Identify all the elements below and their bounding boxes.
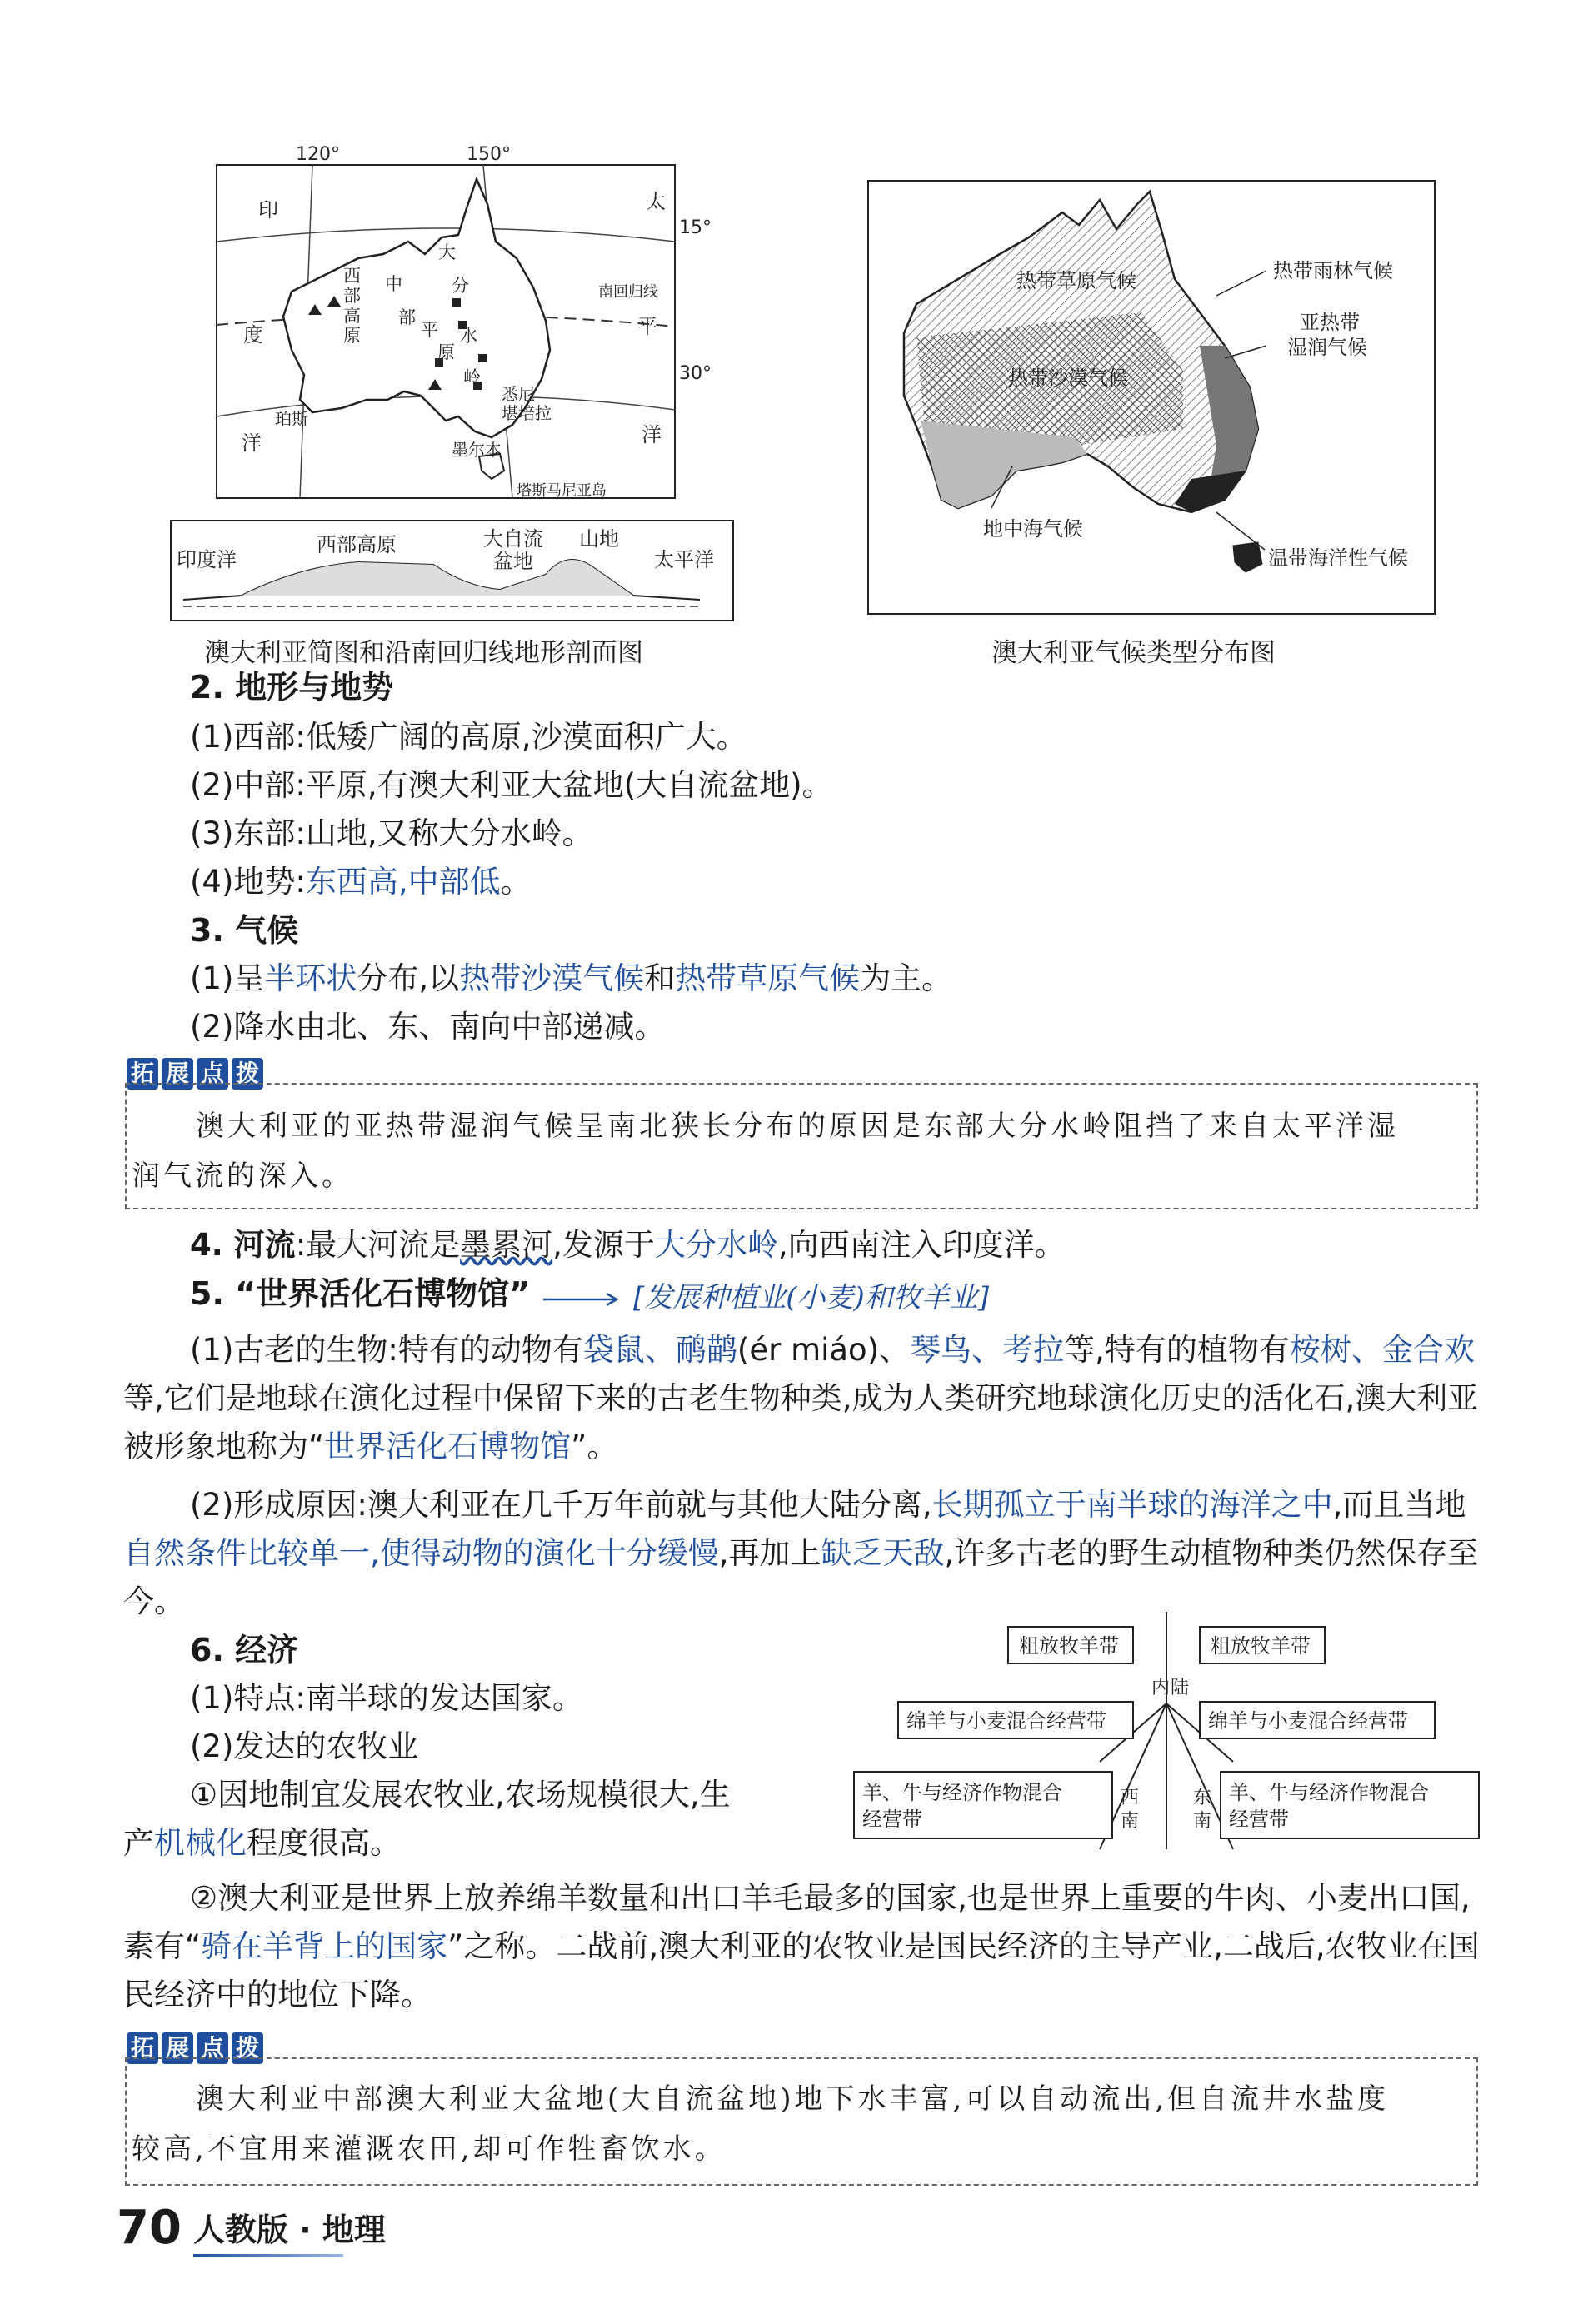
- svg-text:原: 原: [343, 326, 361, 346]
- edition-label: 人教版 · 地理: [193, 2212, 386, 2248]
- svg-text:南: 南: [1193, 1811, 1212, 1832]
- agri-right-1: 粗放牧羊带: [1211, 1634, 1311, 1658]
- profile-label-indian: 印度洋: [177, 548, 237, 571]
- svg-text:内: 内: [1151, 1678, 1171, 1698]
- section6-paragraph-2: ②澳大利亚是世界上放养绵羊数量和出口羊毛最多的国家,也是世界上重要的牛肉、小麦出口国,素有“骑在羊背上的国家”之称。二战前,澳大利亚的农牧业是国民经济的主导产业,二战后,农牧业在国民经济中的地位下降。: [123, 1880, 1480, 2012]
- agri-belts-svg: [850, 1612, 1483, 1853]
- svg-text:墨尔本: 墨尔本: [452, 440, 502, 460]
- svg-text:珀斯: 珀斯: [275, 409, 308, 429]
- section6-item-3-line2: 产机械化程度很高。: [123, 1825, 401, 1861]
- caption-left-figure: 澳大利亚简图和沿南回归线地形剖面图: [204, 638, 643, 668]
- tip1-line-2: 润气流的深入。: [132, 1160, 353, 1193]
- lon-label-150: 150°: [467, 144, 511, 165]
- page-number: 70: [117, 2201, 182, 2255]
- svg-text:悉尼: 悉尼: [502, 384, 535, 404]
- svg-text:部: 部: [343, 286, 361, 306]
- profile-label-basin2: 盆地: [493, 550, 533, 573]
- tip-badge-1: 拓 展 点 拨: [127, 1058, 263, 1090]
- profile-label-west: 西部高原: [317, 533, 397, 556]
- section3-item-1: (1)呈半环状分布,以热带沙漠气候和热带草原气候为主。: [190, 960, 953, 996]
- climate-label-savanna: 热带草原气候: [1016, 269, 1136, 292]
- agri-left-3b: 经营带: [862, 1808, 922, 1831]
- svg-text:塔斯马尼亚岛: 塔斯马尼亚岛: [517, 482, 607, 500]
- svg-text:大: 大: [438, 242, 456, 262]
- arrow-icon: [542, 1291, 625, 1308]
- svg-text:东: 东: [1193, 1788, 1212, 1808]
- figure-climate-map: [866, 179, 1441, 621]
- svg-text:度: 度: [243, 323, 263, 347]
- lon-label-120: 120°: [296, 144, 340, 165]
- figure-terrain-profile: [167, 516, 742, 625]
- section5-paragraph-2: (2)形成原因:澳大利亚在几千万年前就与其他大陆分离,长期孤立于南半球的海洋之中,而且当地自然条件比较单一,使得动物的演化十分缓慢,再加上缺乏天敌,许多古老的野生动植物种类仍然保存至今。: [123, 1487, 1479, 1619]
- svg-text:平: 平: [637, 315, 657, 338]
- section6-title: 6. 经济: [190, 1632, 299, 1668]
- svg-text:南: 南: [1121, 1811, 1140, 1832]
- figure-australia-map: [167, 142, 712, 508]
- agri-right-3a: 羊、牛与经济作物混合: [1229, 1781, 1429, 1804]
- svg-text:堪培拉: 堪培拉: [502, 403, 552, 423]
- agri-left-1: 粗放牧羊带: [1019, 1634, 1119, 1658]
- agri-right-2: 绵羊与小麦混合经营带: [1208, 1709, 1408, 1733]
- climate-label-subtropical1: 亚热带: [1300, 311, 1360, 334]
- figure-agri-belts: [850, 1612, 1483, 1853]
- profile-label-mountain: 山地: [579, 527, 619, 551]
- svg-text:南回归线: 南回归线: [598, 283, 658, 301]
- section2-title: 2. 地形与地势: [190, 669, 394, 706]
- climate-label-oceanic: 温带海洋性气候: [1268, 546, 1408, 570]
- svg-text:平: 平: [421, 320, 438, 340]
- svg-text:水: 水: [460, 326, 477, 346]
- climate-label-rainforest: 热带雨林气候: [1273, 259, 1393, 282]
- section2-item-1: (1)西部:低矮广阔的高原,沙漠面积广大。: [190, 719, 747, 755]
- section4-line: 4. 河流:最大河流是墨累河,发源于大分水岭,向西南注入印度洋。: [190, 1227, 1066, 1263]
- svg-text:西: 西: [1121, 1788, 1140, 1808]
- svg-text:分: 分: [452, 276, 469, 296]
- profile-label-basin1: 大自流: [483, 527, 543, 551]
- section2-item-2: (2)中部:平原,有澳大利亚大盆地(大自流盆地)。: [190, 767, 833, 803]
- section5-title: 5. “世界活化石博物馆”: [190, 1275, 531, 1312]
- climate-label-subtropical2: 湿润气候: [1287, 336, 1367, 359]
- svg-text:洋: 洋: [242, 431, 262, 455]
- section6-item-2: (2)发达的农牧业: [190, 1728, 419, 1764]
- tip1-line-1: 澳大利亚的亚热带湿润气候呈南北狭长分布的原因是东部大分水岭阻挡了来自太平洋湿: [196, 1110, 1399, 1143]
- murray-river: 墨累河: [460, 1227, 553, 1263]
- svg-text:原: 原: [437, 342, 455, 362]
- svg-text:中: 中: [385, 274, 402, 294]
- climate-label-desert: 热带沙漠气候: [1008, 367, 1128, 390]
- section2-item-4: (4)地势:东西高,中部低。: [190, 864, 532, 900]
- agri-right-3b: 经营带: [1229, 1808, 1289, 1831]
- svg-text:陆: 陆: [1171, 1678, 1190, 1698]
- svg-text:太: 太: [646, 190, 666, 213]
- climate-map-svg: [866, 179, 1441, 621]
- section3-title: 3. 气候: [190, 912, 299, 949]
- svg-text:印: 印: [258, 198, 278, 222]
- lat-label-15: 15°: [679, 217, 712, 238]
- tip2-line-2: 较高,不宜用来灌溉农田,却可作牲畜饮水。: [132, 2132, 727, 2166]
- climate-label-mediterranean: 地中海气候: [983, 517, 1083, 541]
- lat-label-30: 30°: [679, 363, 712, 384]
- svg-text:西: 西: [343, 266, 361, 286]
- australia-map-svg: [167, 142, 712, 508]
- section5-paragraph-1: (1)古老的生物:特有的动物有袋鼠、鸸鹋(ér miáo)、琴鸟、考拉等,特有的植物有桉树、金合欢等,它们是地球在演化过程中保留下来的古老生物种类,成为人类研究地球演化历史的活化石,澳大利亚被形象地称为“世界活化石博物馆”。: [123, 1332, 1479, 1464]
- section6-item-3-line1: ①因地制宜发展农牧业,农场规模很大,生: [190, 1777, 731, 1813]
- handnote-arrow: [542, 1291, 625, 1308]
- svg-text:高: 高: [343, 306, 361, 326]
- svg-text:岭: 岭: [463, 367, 481, 387]
- caption-right-figure: 澳大利亚气候类型分布图: [991, 638, 1276, 668]
- section2-item-3: (3)东部:山地,又称大分水岭。: [190, 815, 593, 851]
- footer-underline: [193, 2254, 343, 2257]
- tip-badge-2: 拓 展 点 拨: [127, 2032, 263, 2064]
- section6-item-1: (1)特点:南半球的发达国家。: [190, 1680, 583, 1716]
- handwritten-note: [发展种植业(小麦)和牧羊业]: [633, 1281, 990, 1314]
- section3-item-2: (2)降水由北、东、南向中部递减。: [190, 1009, 666, 1045]
- agri-left-3a: 羊、牛与经济作物混合: [862, 1781, 1062, 1804]
- profile-svg: [167, 516, 742, 625]
- svg-text:部: 部: [398, 307, 416, 327]
- agri-left-2: 绵羊与小麦混合经营带: [906, 1709, 1106, 1733]
- tip2-line-1: 澳大利亚中部澳大利亚大盆地(大自流盆地)地下水丰富,可以自动流出,但自流井水盐度: [196, 2082, 1390, 2116]
- svg-text:洋: 洋: [642, 423, 662, 446]
- profile-label-pacific: 太平洋: [654, 548, 714, 571]
